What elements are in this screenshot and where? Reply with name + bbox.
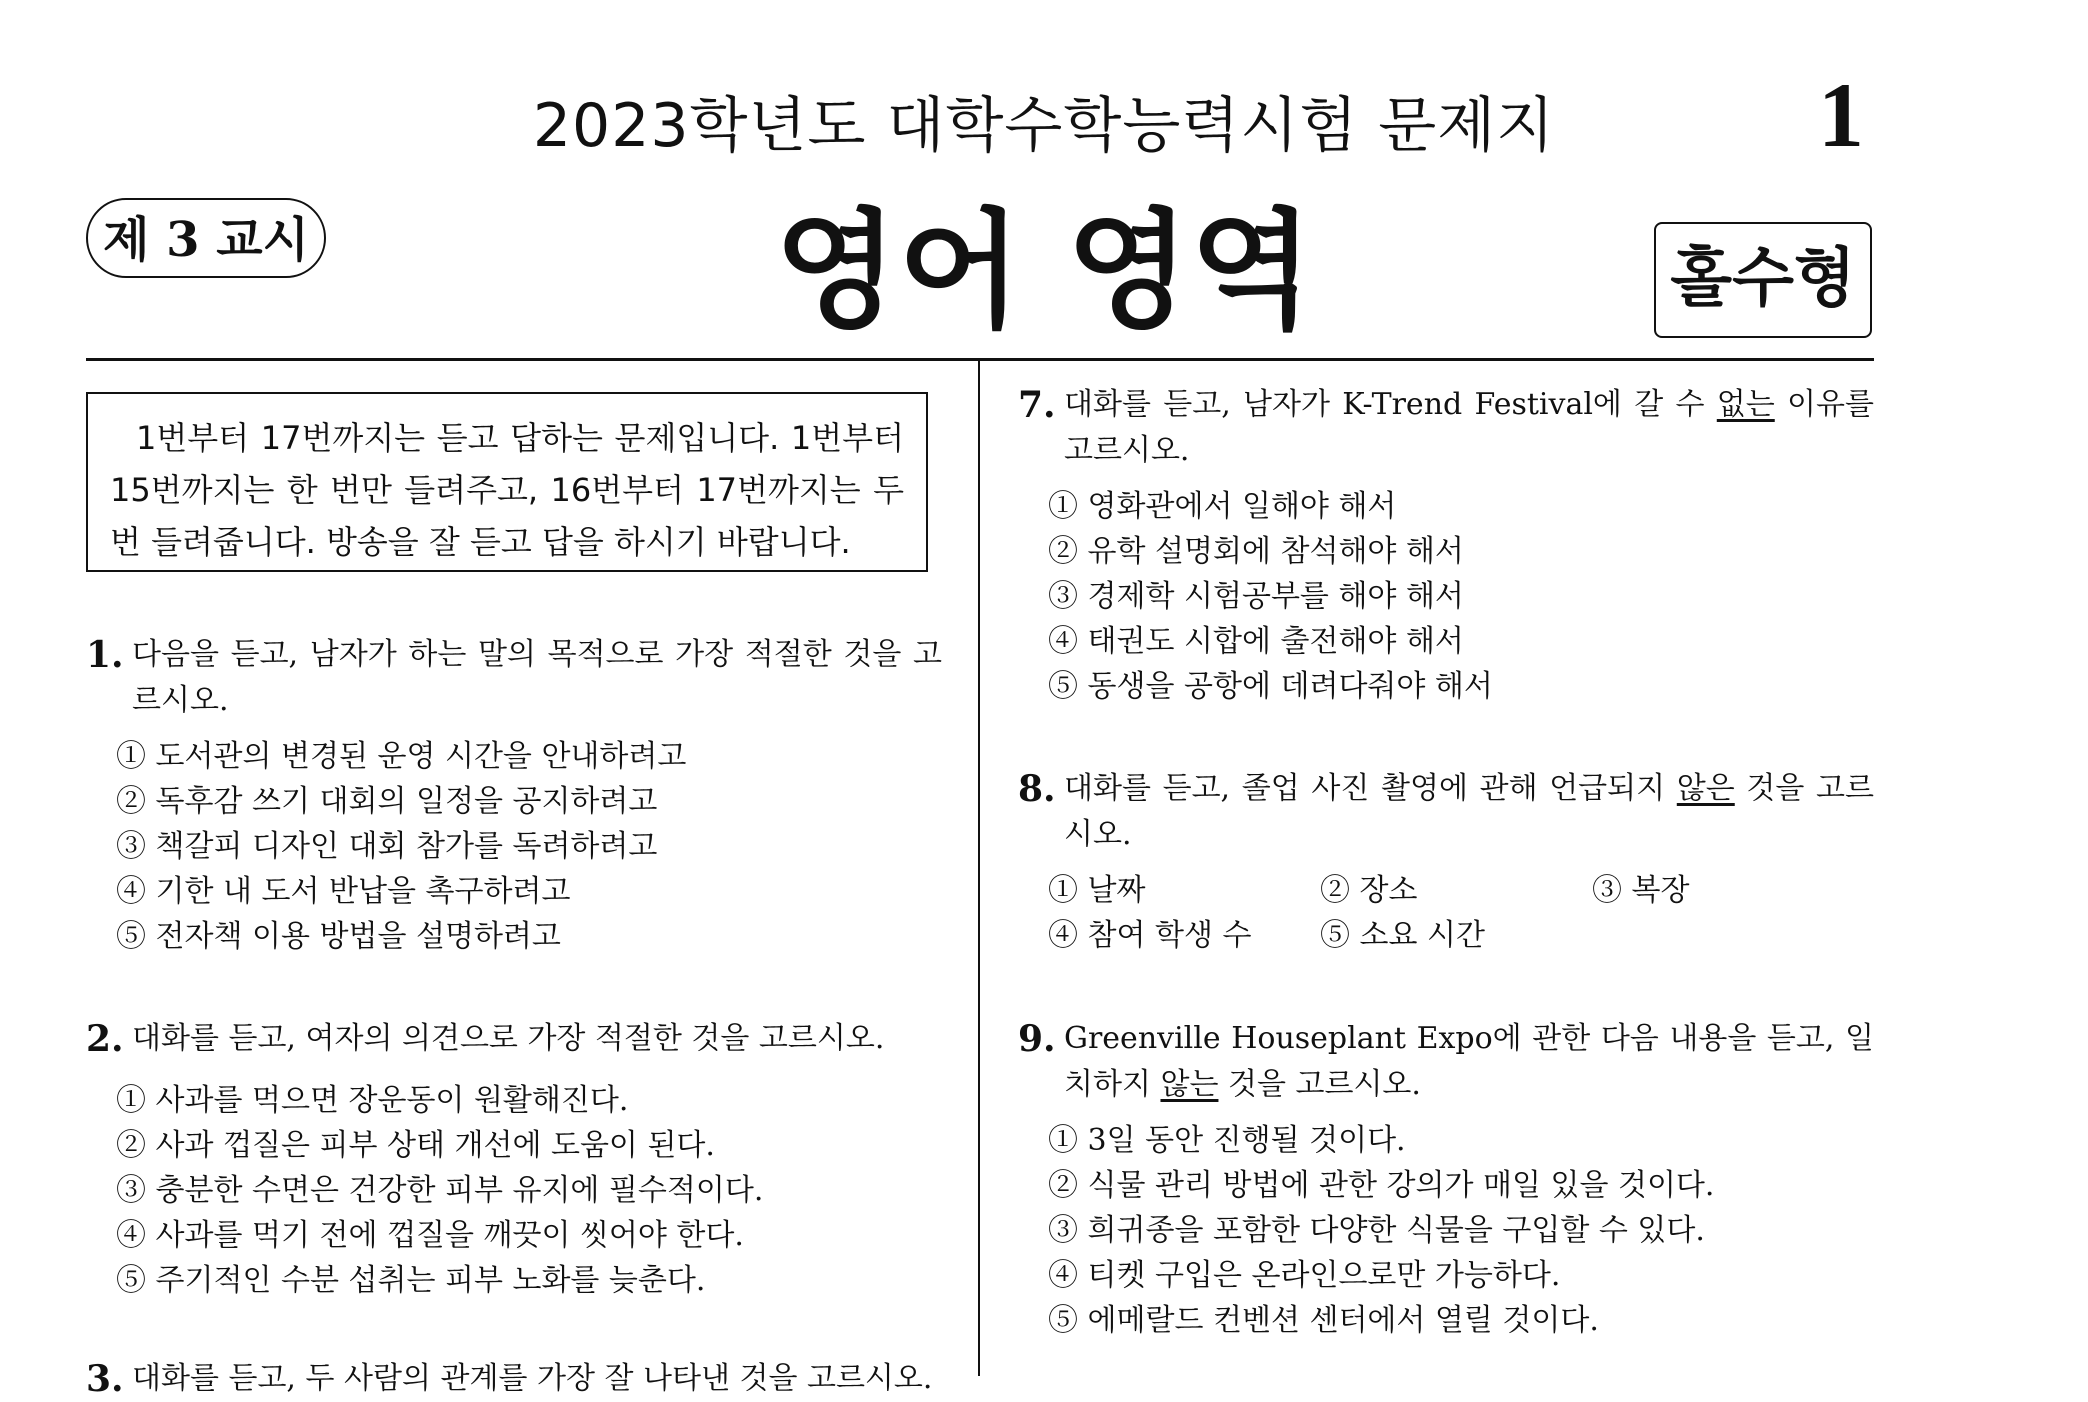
stem-underlined-word: 않는 [1160,1067,1219,1102]
answer-option[interactable]: ① 날짜 [1048,873,1146,908]
answer-option[interactable]: ③ 희귀종을 포함한 다양한 식물을 구입할 수 있다. [1048,1213,1705,1248]
answer-option[interactable]: ④ 티켓 구입은 온라인으로만 가능하다. [1048,1258,1561,1293]
question-3-partial [86,1356,942,1400]
answer-option[interactable]: ② 사과 껍질은 피부 상태 개선에 도움이 된다. [116,1128,715,1163]
question-stem [1064,766,1874,858]
stem-underlined-word: 없는 [1716,387,1775,422]
stem-text: 것을 고르시오. [1064,771,1874,852]
question-9 [1018,1016,1874,1343]
page-number: 1 [1818,64,1864,166]
question-number: 8. [1018,768,1056,810]
stem-text: 대화를 듣고, 졸업 사진 촬영에 관해 언급되지 [1064,771,1677,806]
question-number: 7. [1018,384,1056,426]
answer-options [1018,484,1874,709]
answer-option[interactable]: ① 3일 동안 진행될 것이다. [1048,1123,1406,1158]
answer-option[interactable]: ④ 기한 내 도서 반납을 촉구하려고 [116,874,571,909]
period-badge: 제 3 교시 [86,198,326,278]
answer-option[interactable]: ③ 복장 [1592,873,1690,908]
answer-option[interactable]: ④ 사과를 먹기 전에 껍질을 깨끗이 씻어야 한다. [116,1218,744,1253]
question-number: 1. [86,634,124,676]
answer-option[interactable]: ② 장소 [1320,873,1418,908]
question-stem: 다음을 듣고, 남자가 하는 말의 목적으로 가장 적절한 것을 고르시오. [132,637,942,718]
exam-title: 2023학년도 대학수학능력시험 문제지 [532,91,1556,161]
question-7 [1018,382,1874,709]
answer-option[interactable]: ④ 참여 학생 수 [1048,918,1252,953]
answer-option[interactable]: ① 도서관의 변경된 운영 시간을 안내하려고 [116,739,687,774]
answer-options [86,1078,942,1303]
stem-text: 것을 고르시오. [1218,1067,1421,1102]
answer-option[interactable]: ② 유학 설명회에 참석해야 해서 [1048,534,1464,569]
listening-notice-text: 1번부터 17번까지는 듣고 답하는 문제입니다. 1번부터 15번까지는 한 번만 들려주고, 16번부터 17번까지는 두 번 들려줍니다. 방송을 잘 듣고 답을 하시기 바랍니다. [110,419,904,561]
answer-option[interactable]: ⑤ 전자책 이용 방법을 설명하려고 [116,919,561,954]
answer-options [86,734,942,959]
question-stem [1064,382,1874,474]
question-2 [86,1016,942,1303]
question-8 [1018,766,1874,958]
question-number: 3. [86,1358,124,1400]
stem-text: 이유를 고르시오. [1064,387,1874,468]
answer-option[interactable]: ③ 책갈피 디자인 대회 참가를 독려하려고 [116,829,658,864]
answer-option[interactable]: ⑤ 에메랄드 컨벤션 센터에서 열릴 것이다. [1048,1303,1599,1338]
stem-text: Greenville Houseplant Expo에 관한 다음 내용을 듣고, 일치하지 [1064,1021,1874,1102]
answer-option[interactable]: ③ 충분한 수면은 건강한 피부 유지에 필수적이다. [116,1173,764,1208]
answer-option[interactable]: ⑤ 소요 시간 [1320,918,1485,953]
stem-text: 대화를 듣고, 남자가 K-Trend Festival에 갈 수 [1064,387,1717,422]
question-stem: 대화를 듣고, 두 사람의 관계를 가장 잘 나타낸 것을 고르시오. [132,1361,933,1396]
answer-option[interactable]: ④ 태권도 시합에 출전해야 해서 [1048,624,1464,659]
listening-notice-box [86,392,928,572]
subject-title: 영어 영역 [774,197,1314,346]
question-number: 9. [1018,1018,1056,1060]
answer-option[interactable]: ③ 경제학 시험공부를 해야 해서 [1048,579,1464,614]
question-stem: 대화를 듣고, 여자의 의견으로 가장 적절한 것을 고르시오. [132,1021,885,1056]
answer-options [1018,868,1874,958]
answer-option[interactable]: ⑤ 동생을 공항에 데려다줘야 해서 [1048,669,1493,704]
form-type-box: 홀수형 [1654,222,1872,338]
answer-option[interactable]: ① 영화관에서 일해야 해서 [1048,489,1397,524]
answer-option[interactable]: ② 식물 관리 방법에 관한 강의가 매일 있을 것이다. [1048,1168,1715,1203]
answer-option[interactable]: ⑤ 주기적인 수분 섭취는 피부 노화를 늦춘다. [116,1263,706,1298]
question-1 [86,632,942,959]
question-stem [1064,1016,1874,1108]
answer-option[interactable]: ② 독후감 쓰기 대회의 일정을 공지하려고 [116,784,658,819]
question-number: 2. [86,1018,124,1060]
answer-options [1018,1118,1874,1343]
column-divider [978,360,980,1376]
answer-option[interactable]: ① 사과를 먹으면 장운동이 원활해진다. [116,1083,629,1118]
stem-underlined-word: 않은 [1676,771,1735,806]
header-rule [86,358,1874,361]
